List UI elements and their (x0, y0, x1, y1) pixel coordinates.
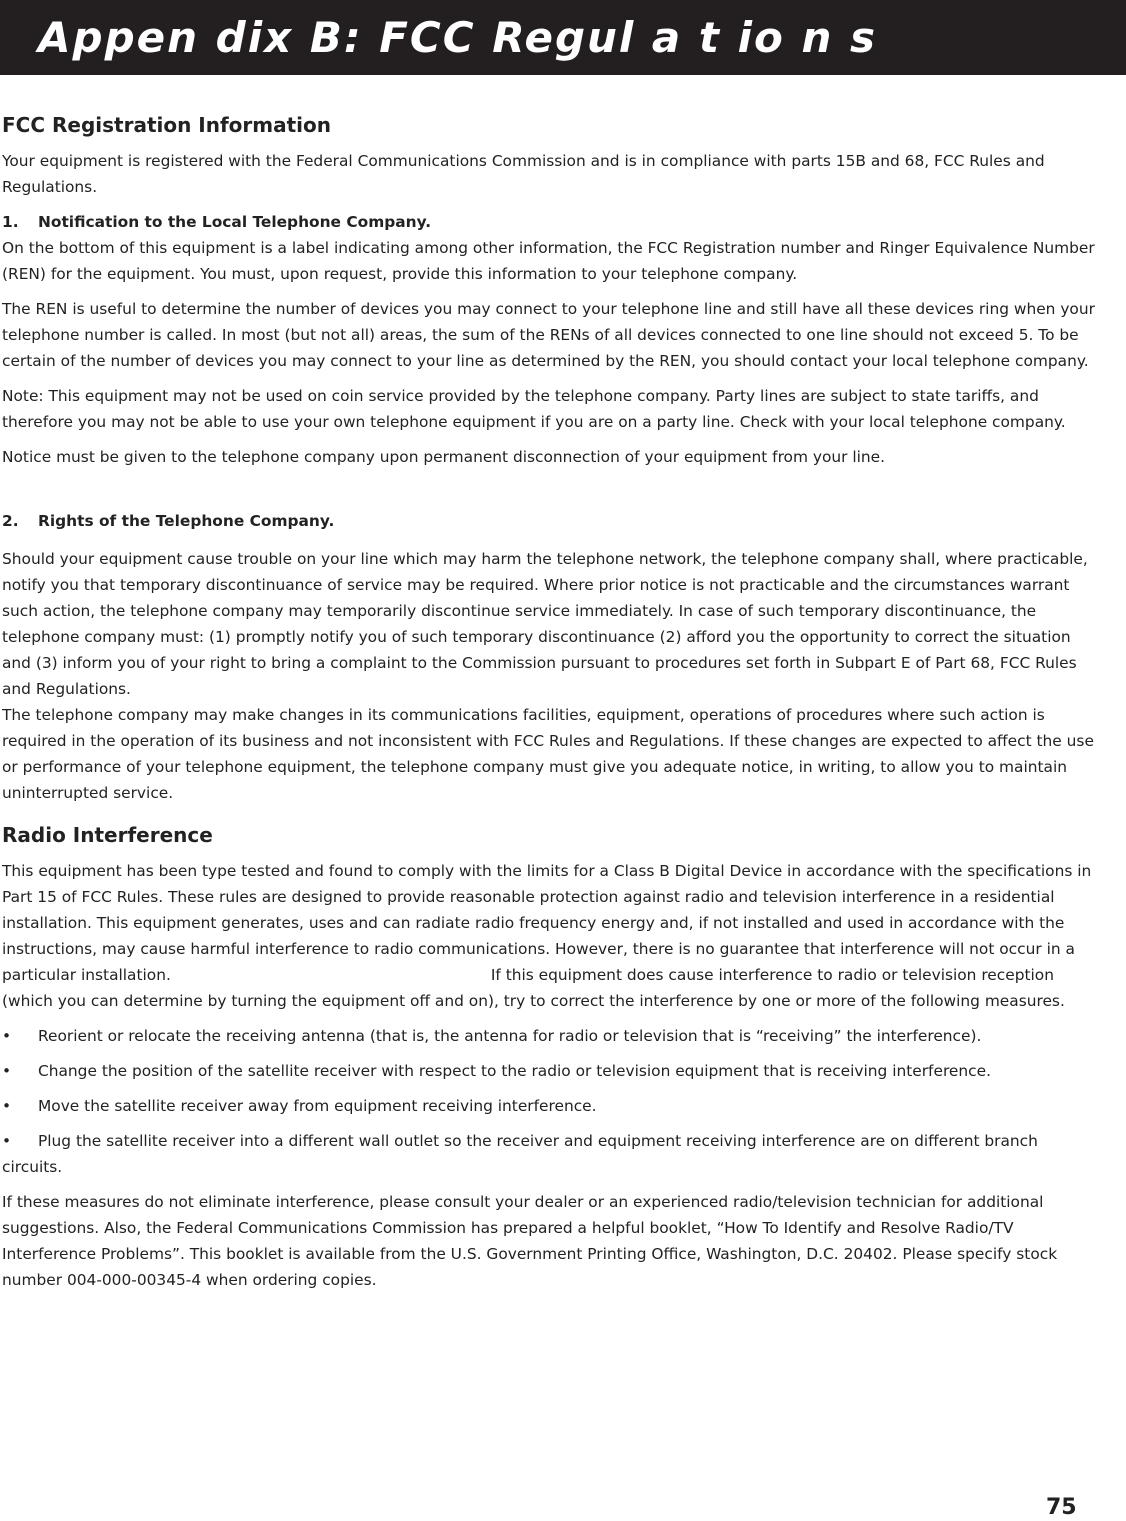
bullet-text: Move the satellite receiver away from equipment receiving interference. (38, 1097, 597, 1115)
paragraph-text: Should your equipment cause trouble on your line which may harm the telephone network, the telephone company shall, where practicable, notify you that temporary discontinuance of service may be required. Where prior notice is not practicable and the circumstances warrant such action, the telephone company may temporarily discontinue service immediately. In case of such temporary discontinuance, the telephone company must: (1) promptly notify you of such temporary discontinuance (2) afford you the opportunity to correct the situation and (3) inform you of your right to bring a complaint to the Commission pursuant to procedures set forth in Subpart E of Part 68, FCC Rules and Regulations. (2, 550, 1088, 698)
bullet-item (2, 1093, 1097, 1119)
intro-paragraph: Your equipment is registered with the Federal Communications Commission and is in compliance with parts 15B and 68, FCC Rules and Regulations. (2, 152, 1045, 196)
bullet-item (2, 1023, 1097, 1049)
item-title: Rights of the Telephone Company. (38, 512, 335, 530)
paragraph: Note: This equipment may not be used on coin service provided by the telephone company. Party lines are subject to state tariffs, and therefore you may not be able to use your own telephone equipment if you are on a party line. Check with your local telephone company. (2, 387, 1066, 431)
item-heading-rights (2, 508, 1097, 534)
bullet-symbol: • (2, 1097, 12, 1115)
item-heading-notification (2, 209, 1097, 235)
paragraph (2, 858, 1097, 1014)
bullet-text: Change the position of the satellite receiver with respect to the radio or television equipment that is receiving interference. (38, 1062, 991, 1080)
item-number: 1. (2, 213, 19, 231)
paragraph: The REN is useful to determine the number of devices you may connect to your telephone line and still have all these devices ring when your telephone number is called. In most (but not all) areas, the sum of the RENs of all devices connected to one line should not exceed 5. To be certain of the number of devices you may connect to your line as determined by the REN, you should contact your local telephone company. (2, 300, 1095, 370)
paragraph (2, 546, 1097, 806)
paragraph: Notice must be given to the telephone company upon permanent disconnection of your equipment from your line. (2, 448, 886, 466)
bullet-text: Plug the satellite receiver into a different wall outlet so the receiver and equipment receiving interference are on different branch circuits. (2, 1132, 1038, 1176)
page-number: 75 (1046, 1495, 1077, 1520)
item-title: Notification to the Local Telephone Company. (38, 213, 432, 231)
paragraph-text: If this equipment does cause interference to radio or television reception (which you can determine by turning the equipment off and on), try to correct the interference by one or more of the following measures. (2, 966, 1065, 1010)
page-title: Appen dix B: FCC Regul a t io n s (38, 13, 877, 62)
document-body (2, 112, 1097, 1302)
closing-paragraph: If these measures do not eliminate interference, please consult your dealer or an experienced radio/television technician for additional suggestions. Also, the Federal Communications Commission has prepared a helpful booklet, “How To Identify and Resolve Radio/TV Interference Problems”. This booklet is available from the U.S. Government Printing Office, Washington, D.C. 20402. Please specify stock number 004-000-00345-4 when ordering copies. (2, 1193, 1058, 1289)
paragraph: On the bottom of this equipment is a label indicating among other information, the FCC Registration number and Ringer Equivalence Number (REN) for the equipment. You must, upon request, provide this information to your telephone company. (2, 239, 1095, 283)
bullet-symbol: • (2, 1132, 12, 1150)
item-number: 2. (2, 512, 19, 530)
bullet-item (2, 1128, 1097, 1180)
paragraph-text: This equipment has been type tested and found to comply with the limits for a Class B Digital Device in accordance with the specifications in Part 15 of FCC Rules. These rules are designed to provide reasonable protection against radio and television interference in a residential installation. This equipment generates, uses and can radiate radio frequency energy and, if not installed and used in accordance with the instructions, may cause harmful interference to radio communications. However, there is no guarantee that interference will not occur in a particular installation. (2, 862, 1092, 984)
header-banner (0, 0, 1126, 75)
bullet-text: Reorient or relocate the receiving antenna (that is, the antenna for radio or television that is “receiving” the interference). (38, 1027, 982, 1045)
paragraph-text: The telephone company may make changes in its communications facilities, equipment, operations of procedures where such action is required in the operation of its business and not inconsistent with FCC Rules and Regulations. If these changes are expected to affect the use or performance of your telephone equipment, the telephone company must give you adequate notice, in writing, to allow you to maintain uninterrupted service. (2, 706, 1094, 802)
bullet-symbol: • (2, 1027, 12, 1045)
section-heading-fcc-registration: FCC Registration Information (2, 113, 332, 137)
bullet-symbol: • (2, 1062, 12, 1080)
section-heading-radio-interference: Radio Interference (2, 823, 213, 847)
bullet-item (2, 1058, 1097, 1084)
